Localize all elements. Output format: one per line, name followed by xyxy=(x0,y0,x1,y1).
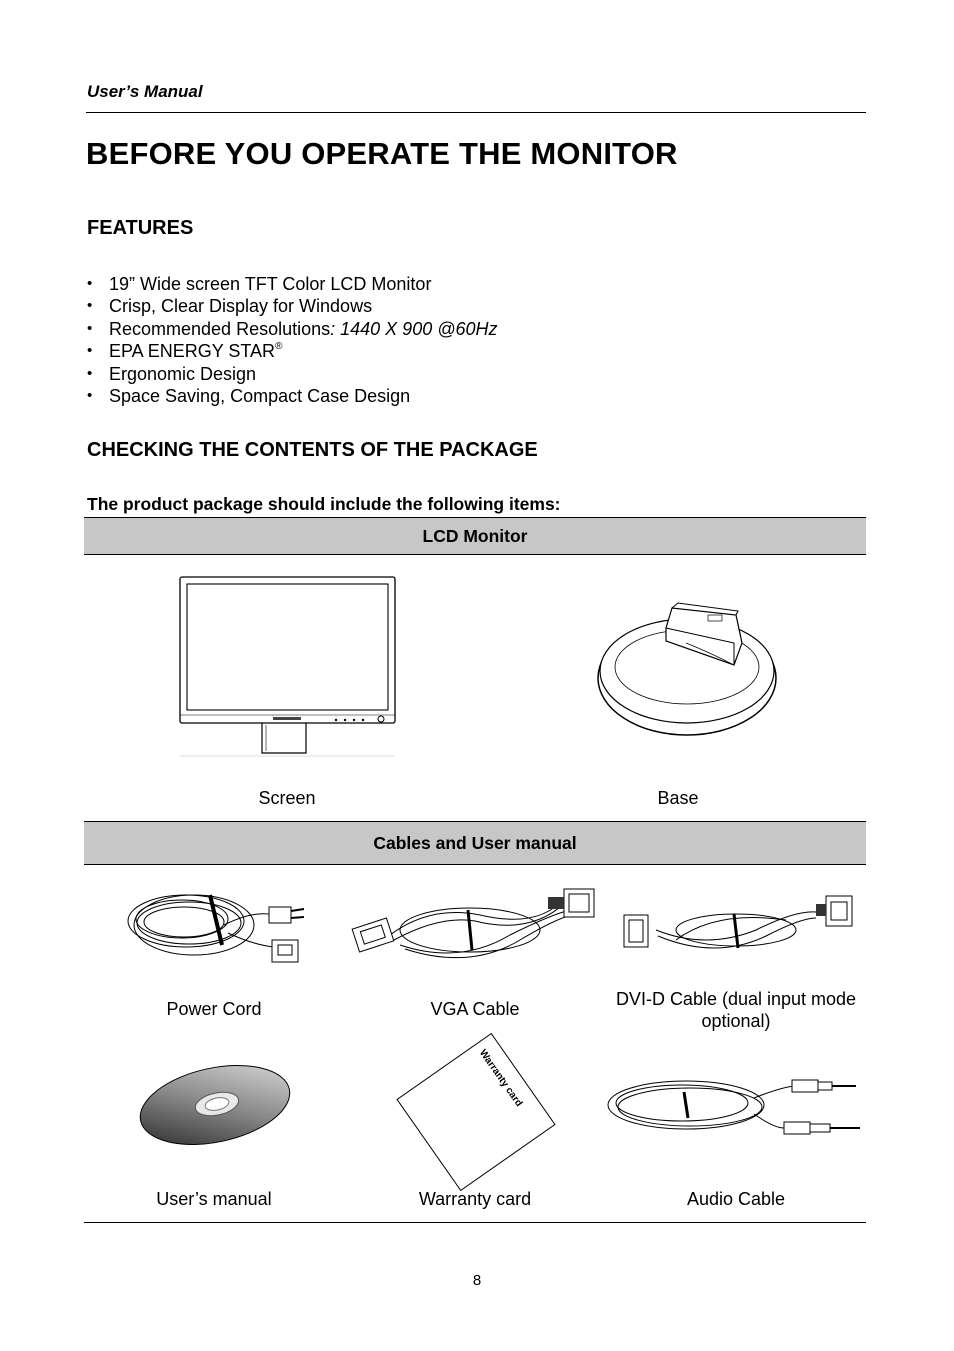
warranty-card-label: Warranty card xyxy=(476,1047,525,1109)
running-head: User’s Manual xyxy=(87,82,203,101)
feature-item: • Recommended Resolutions: 1440 X 900 @60Hz xyxy=(87,318,498,340)
dvi-cable-icon xyxy=(616,890,860,966)
item-caption-screen: Screen xyxy=(258,788,316,808)
package-heading: CHECKING THE CONTENTS OF THE PACKAGE xyxy=(87,439,538,461)
item-caption-vga-cable: VGA Cable xyxy=(430,999,520,1019)
features-list xyxy=(87,273,498,407)
item-caption-users-manual: User’s manual xyxy=(156,1189,272,1209)
section-band-cables xyxy=(84,821,866,865)
item-caption-dvi-cable: DVI-D Cable (dual input mode optional) xyxy=(615,989,857,1031)
feature-item: • Ergonomic Design xyxy=(87,363,498,385)
monitor-base-icon xyxy=(596,603,781,739)
package-intro: The product package should include the following items: xyxy=(87,494,561,514)
features-heading: FEATURES xyxy=(87,217,194,239)
item-caption-audio-cable: Audio Cable xyxy=(686,1189,786,1209)
item-caption-power-cord: Power Cord xyxy=(166,999,262,1019)
vga-cable-icon xyxy=(350,885,602,969)
header-rule xyxy=(86,112,866,113)
audio-cable-icon xyxy=(604,1070,866,1140)
cd-disc-icon xyxy=(137,1062,293,1148)
table-bottom-rule xyxy=(84,1222,866,1223)
lcd-monitor-icon xyxy=(178,575,398,760)
warranty-card-icon xyxy=(396,1033,555,1191)
section-title: Cables and User manual xyxy=(373,833,577,853)
feature-item: • EPA ENERGY STAR® xyxy=(87,340,498,362)
item-caption-base: Base xyxy=(657,788,699,808)
page-number: 8 xyxy=(472,1272,482,1289)
feature-item: • Space Saving, Compact Case Design xyxy=(87,385,498,407)
section-band-lcd-monitor xyxy=(84,517,866,555)
section-title: LCD Monitor xyxy=(422,526,528,546)
item-caption-warranty-card: Warranty card xyxy=(418,1189,532,1209)
power-cord-icon xyxy=(124,885,310,973)
feature-item: • 19” Wide screen TFT Color LCD Monitor xyxy=(87,273,498,295)
page-title: BEFORE YOU OPERATE THE MONITOR xyxy=(86,136,678,171)
feature-item: • Crisp, Clear Display for Windows xyxy=(87,295,498,317)
